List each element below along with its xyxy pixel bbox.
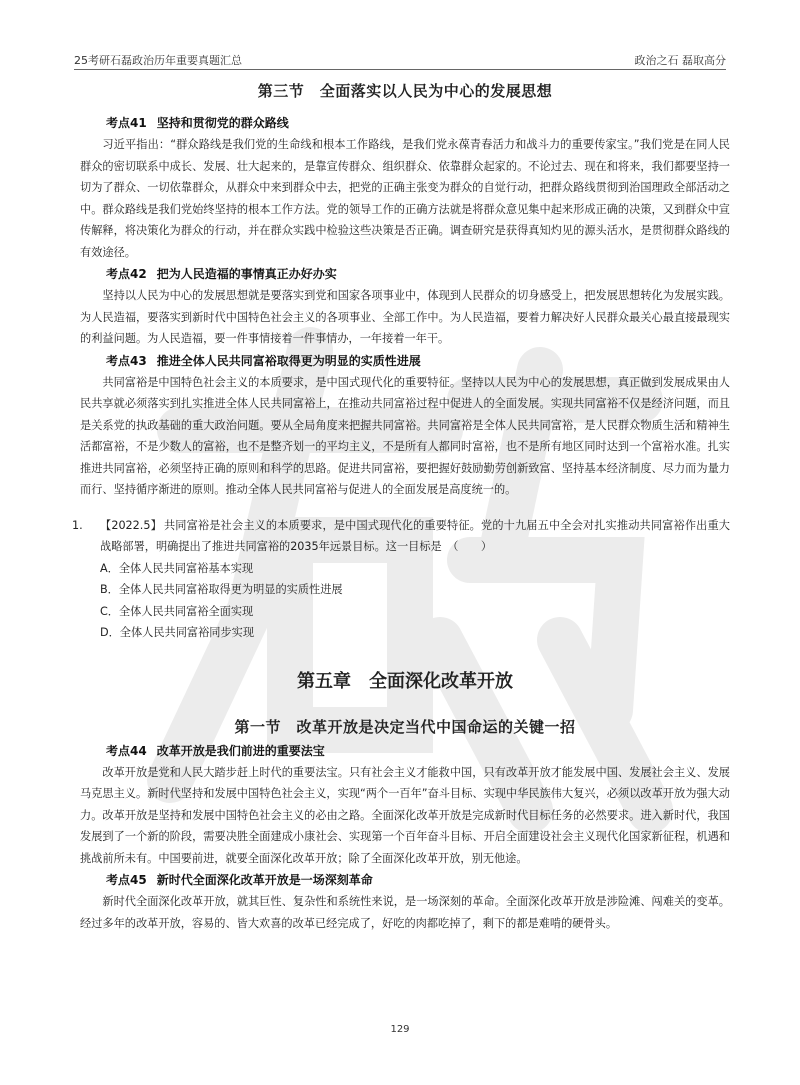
header-left-text: 25考研石磊政治历年重要真题汇总: [74, 54, 242, 67]
kd41-code: 考点41: [106, 116, 147, 130]
kd42-title: 把为人民造福的事情真正办好办实: [156, 267, 337, 281]
kd44-body: 改革开放是党和人民大踏步赶上时代的重要法宝。只有社会主义才能救中国，只有改革开放才能发展中国、发展社会主义、发展马克思主义。新时代坚持和发展中国特色社会主义，实现“两个一百年”奋斗目标、实现中华民族伟大复兴，必须以改革开放为强大动力。改革开放是坚持和发展中国特色社会主义的必由之路。全面深化改革开放是完成新时代目标任务的必然要求。进入新时代，我国发展到了一个新的阶段，需要决胜全面建成小康社会、实现第一个百年奋斗目标、开启全面建设社会主义现代化国家新征程，机遇和挑战前所未有。中国要前进，就要全面深化改革开放；除了全面深化改革开放，别无他途。: [80, 765, 730, 865]
kd43-heading: [80, 350, 730, 372]
kd42-body: 坚持以人民为中心的发展思想就是要落实到党和国家各项事业中，体现到人民群众的切身感受上，把发展思想转化为发展实践。为人民造福，要落实到新时代中国特色社会主义的各项事业、全部工作中。为人民造福，要着力解决好人民群众最关心最直接最现实的利益问题。为人民造福，要一件事情接着一件事情办，一年接着一年干。: [80, 289, 730, 345]
kd43-code: 考点43: [106, 353, 147, 368]
question-source: 【2022.5】: [100, 518, 162, 532]
page-number: 129: [390, 1024, 410, 1035]
chapter-title-5: 第五章 全面深化改革开放: [297, 670, 513, 692]
question-stem: 共同富裕是社会主义的本质要求，是中国式现代化的重要特征。党的十九届五中全会对扎实推动共同富裕作出重大战略部署，明确提出了推进共同富裕的2035年远景目标。这一目标是 （ ）: [100, 518, 730, 553]
kd43-body: 共同富裕是中国特色社会主义的本质要求，是中国式现代化的重要特征。坚持以人民为中心的发展思想，真正做到发展成果由人民共享就必须落实到扎实推进全体人民共同富裕上，在推动共同富裕过程中促进人的全面发展。实现共同富裕不仅是经济问题，而且是关系党的执政基础的重大政治问题。要从全局角度来把握共同富裕。共同富裕是全体人民共同富裕，是人民群众物质生活和精神生活都富裕，不是少数人的富裕，也不是整齐划一的平均主义，不是所有人都同时富裕，也不是所有地区同时达到一个富裕水准。扎实推进共同富裕，必须坚持正确的原则和科学的思路。促进共同富裕，要把握好鼓励勤劳创新致富、坚持基本经济制度、尽力而为量力而行、坚持循序渐进的原则。推动全体人民共同富裕与促进人的全面发展是高度统一的。: [80, 375, 730, 496]
option-c: C．全体人民共同富裕全面实现: [100, 604, 254, 618]
page-content: [72, 78, 730, 934]
kd41-title: 坚持和贯彻党的群众路线: [156, 116, 289, 130]
question-stem-line: [72, 515, 730, 558]
kd44-heading: [80, 740, 730, 762]
kd45-body: 新时代全面深化改革开放，就其巨性、复杂性和系统性来说，是一场深刻的革命。全面深化改革开放是涉险滩、闯难关的变革。经过多年的改革开放，容易的、皆大欢喜的改革已经完成了，好吃的肉都吃掉了，剩下的都是难啃的硬骨头。: [80, 895, 730, 930]
question-number: 1.: [72, 518, 83, 532]
kd45-heading: [80, 869, 730, 891]
question-options: [80, 558, 730, 644]
question-1: [72, 515, 730, 644]
kd43-title: 推进全体人民共同富裕取得更为明显的实质性进展: [156, 353, 421, 368]
kd44-code: 考点44: [106, 743, 147, 758]
kd45-code: 考点45: [106, 873, 147, 887]
page-header: [74, 50, 726, 68]
option-d: D．全体人民共同富裕同步实现: [100, 626, 255, 639]
header-right-text: 政治之石 磊取高分: [634, 54, 726, 67]
section-title-1: 第一节 改革开放是决定当代中国命运的关键一招: [234, 717, 576, 736]
kd45-title: 新时代全面深化改革开放是一场深刻革命: [156, 873, 373, 887]
kd41-body: 习近平指出：“群众路线是我们党的生命线和根本工作路线，是我们党永葆青春活力和战斗力的重要传家宝。”我们党是在同人民群众的密切联系中成长、发展、壮大起来的，是靠宣传群众、组织群众、依靠群众起家的。不论过去、现在和将来，我们都要坚持一切为了群众、一切依靠群众，从群众中来到群众中去，把党的正确主张变为群众的自觉行动，把群众路线贯彻到治国理政全部活动之中。群众路线是我们党始终坚持的根本工作方法。党的领导工作的正确方法就是将群众意见集中起来形成正确的决策，又到群众中宣传解释，将决策化为群众的行动，并在群众实践中检验这些决策是否正确。调查研究是获得真知灼见的源头活水，是贯彻群众路线的有效途径。: [80, 138, 730, 259]
section-title-3: 第三节 全面落实以人民为中心的发展思想: [257, 82, 553, 100]
kd42-code: 考点42: [106, 267, 147, 281]
option-a: A．全体人民共同富裕基本实现: [100, 561, 254, 575]
kd41-heading: [80, 112, 730, 134]
option-b: B．全体人民共同富裕取得更为明显的实质性进展: [100, 583, 343, 596]
kd42-heading: [80, 263, 730, 285]
header-rule: [74, 69, 726, 70]
kd44-title: 改革开放是我们前进的重要法宝: [156, 743, 325, 758]
